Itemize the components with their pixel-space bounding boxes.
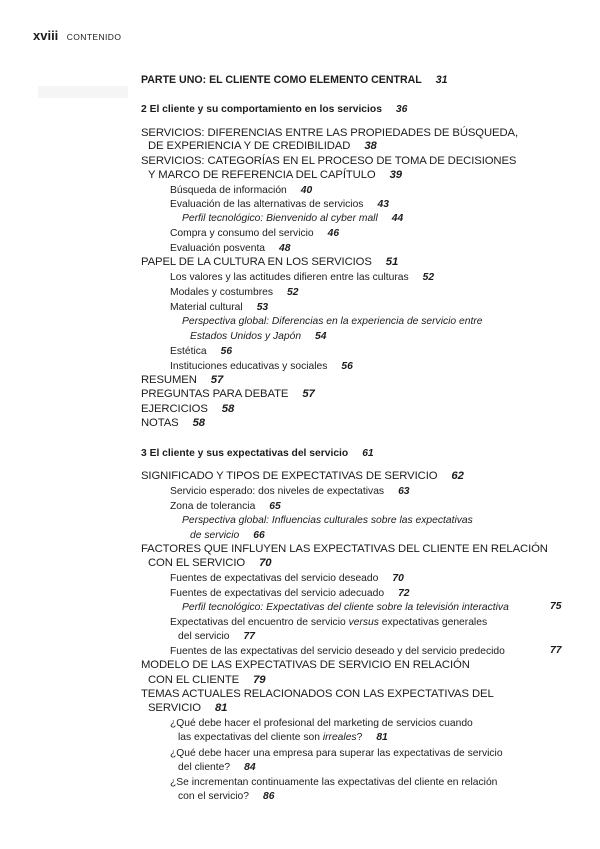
toc-subentry bbox=[170, 717, 473, 730]
entry-text: ¿Se incrementan continuamente las expectativas del cliente en relación bbox=[170, 777, 498, 788]
page-ref: 77 bbox=[243, 631, 255, 642]
entry-text-emphasis: versus bbox=[348, 617, 379, 628]
toc-entry bbox=[141, 374, 223, 387]
entry-text: con el servicio? bbox=[178, 791, 249, 802]
entry-text: Perspectiva global: Diferencias en la experiencia de servicio entre bbox=[182, 316, 483, 327]
toc-subentry bbox=[170, 572, 404, 585]
entry-text: Estética bbox=[170, 346, 207, 357]
entry-text-before: Expectativas del encuentro de servicio bbox=[170, 617, 349, 628]
chapter-3-heading bbox=[141, 447, 374, 460]
page-ref: 81 bbox=[214, 702, 228, 714]
page-ref: 52 bbox=[287, 287, 299, 298]
toc-entry bbox=[141, 543, 548, 556]
entry-text: Perfil tecnológico: Expectativas del cliente sobre la televisión interactiva bbox=[182, 602, 509, 613]
page-ref: 70 bbox=[259, 557, 272, 569]
toc-feature bbox=[190, 330, 327, 343]
toc-entry bbox=[148, 140, 377, 153]
toc-entry bbox=[148, 557, 271, 570]
chapter-title: 2 El cliente y su comportamiento en los servicios bbox=[141, 104, 382, 115]
toc-subentry bbox=[170, 747, 503, 760]
toc-subentry bbox=[170, 301, 268, 314]
page-ref: 40 bbox=[300, 185, 313, 196]
part-title: PARTE UNO: EL CLIENTE COMO ELEMENTO CENTRAL bbox=[141, 74, 422, 86]
page-ref: 66 bbox=[253, 530, 265, 541]
entry-text-after: expectativas generales bbox=[378, 617, 488, 628]
entry-text: PAPEL DE LA CULTURA EN LOS SERVICIOS bbox=[141, 256, 372, 268]
entry-text: CON EL SERVICIO bbox=[148, 557, 246, 569]
toc-subentry bbox=[178, 731, 388, 744]
page-ref: 53 bbox=[256, 302, 269, 313]
entry-text-after: ? bbox=[356, 732, 363, 743]
entry-text: del cliente? bbox=[178, 762, 231, 773]
toc-subentry bbox=[170, 616, 487, 629]
entry-text: EJERCICIOS bbox=[141, 403, 208, 415]
page-ref: 56 bbox=[341, 361, 353, 372]
toc-subentry bbox=[178, 790, 274, 803]
toc-entry bbox=[141, 256, 398, 269]
page-ref: 77 bbox=[550, 645, 562, 656]
entry-text: Evaluación posventa bbox=[170, 243, 266, 254]
entry-text: Zona de tolerancia bbox=[170, 501, 256, 512]
page-ref: 84 bbox=[244, 762, 256, 773]
page-ref: 36 bbox=[395, 104, 408, 115]
page-ref: 51 bbox=[385, 256, 399, 268]
chapter-2-heading bbox=[141, 103, 407, 116]
entry-text: ¿Qué debe hacer una empresa para superar las expectativas de servicio bbox=[170, 748, 503, 759]
page-ref: 58 bbox=[221, 403, 235, 415]
entry-text: Perspectiva global: Influencias culturales sobre las expectativas bbox=[182, 515, 473, 526]
entry-text: Búsqueda de información bbox=[170, 185, 287, 196]
entry-text: TEMAS ACTUALES RELACIONADOS CON LAS EXPECTATIVAS DEL bbox=[141, 688, 494, 700]
toc-feature bbox=[182, 514, 473, 527]
toc-subentry bbox=[170, 345, 232, 358]
page-ref: 57 bbox=[210, 374, 224, 386]
page-ref: 75 bbox=[550, 601, 562, 612]
section-label: CONTENIDO bbox=[66, 32, 122, 42]
entry-text: Material cultural bbox=[170, 302, 243, 313]
entry-text: SERVICIOS: CATEGORÍAS EN EL PROCESO DE TOMA DE DECISIONES bbox=[141, 155, 517, 167]
page-ref: 52 bbox=[422, 272, 435, 283]
entry-text: SERVICIO bbox=[148, 702, 201, 714]
entry-text: de servicio bbox=[190, 530, 240, 541]
entry-text: CON EL CLIENTE bbox=[148, 674, 240, 686]
entry-text: Fuentes de expectativas del servicio adecuado bbox=[170, 588, 385, 599]
toc-entry bbox=[141, 470, 464, 483]
part-heading bbox=[141, 74, 448, 87]
toc-subentry bbox=[170, 286, 298, 299]
page-ref: 63 bbox=[398, 486, 410, 497]
page-ref: 62 bbox=[451, 470, 464, 482]
page-ref: 43 bbox=[377, 199, 389, 210]
page-ref: 57 bbox=[302, 388, 315, 400]
page-ref: 39 bbox=[389, 169, 402, 181]
page-ref: 79 bbox=[253, 674, 266, 686]
entry-text: RESUMEN bbox=[141, 374, 197, 386]
toc-subentry bbox=[170, 227, 339, 240]
entry-text: Los valores y las actitudes difieren entre las culturas bbox=[170, 272, 409, 283]
page-ref: 86 bbox=[262, 791, 275, 802]
toc-subentry bbox=[170, 360, 353, 373]
entry-text: Fuentes de las expectativas del servicio deseado y del servicio predecido bbox=[170, 646, 505, 657]
entry-text: Evaluación de las alternativas de servicios bbox=[170, 199, 364, 210]
entry-text: MODELO DE LAS EXPECTATIVAS DE SERVICIO EN RELACIÓN bbox=[141, 659, 470, 671]
entry-text: del servicio bbox=[178, 631, 230, 642]
toc-subentry bbox=[170, 500, 281, 513]
toc-feature bbox=[182, 601, 509, 614]
toc-entry bbox=[141, 403, 234, 416]
entry-text: NOTAS bbox=[141, 417, 179, 429]
entry-text: Instituciones educativas y sociales bbox=[170, 361, 328, 372]
page-ref: 38 bbox=[364, 140, 377, 152]
page-ref: 56 bbox=[220, 346, 233, 357]
toc-subentry bbox=[170, 645, 505, 658]
page-ref: 58 bbox=[192, 417, 205, 429]
toc-feature bbox=[190, 529, 265, 542]
page-ref: 48 bbox=[279, 243, 291, 254]
toc-entry bbox=[148, 169, 402, 182]
entry-text: SERVICIOS: DIFERENCIAS ENTRE LAS PROPIEDADES DE BÚSQUEDA, bbox=[141, 127, 519, 139]
toc-subentry bbox=[170, 485, 410, 498]
toc-subentry bbox=[170, 242, 291, 255]
page-ref: 46 bbox=[327, 228, 340, 239]
toc-subentry bbox=[170, 184, 312, 197]
entry-text: Perfil tecnológico: Bienvenido al cyber mall bbox=[182, 213, 378, 224]
page-ref: 61 bbox=[362, 448, 374, 459]
toc-entry bbox=[148, 674, 265, 687]
page-ref: 44 bbox=[391, 213, 404, 224]
toc-feature bbox=[182, 315, 483, 328]
toc-entry bbox=[141, 688, 494, 701]
toc-feature bbox=[182, 212, 403, 225]
toc-subentry bbox=[170, 271, 434, 284]
toc-subentry bbox=[170, 587, 410, 600]
page-ref: 81 bbox=[376, 732, 388, 743]
toc-subentry bbox=[170, 776, 497, 789]
page-ref: 70 bbox=[392, 573, 404, 584]
entry-text: SIGNIFICADO Y TIPOS DE EXPECTATIVAS DE SERVICIO bbox=[141, 470, 438, 482]
page-ref: 54 bbox=[315, 331, 327, 342]
toc-entry bbox=[141, 127, 518, 140]
chapter-title: 3 El cliente y sus expectativas del servicio bbox=[141, 448, 349, 459]
toc-entry bbox=[148, 702, 227, 715]
entry-text: FACTORES QUE INFLUYEN LAS EXPECTATIVAS DEL CLIENTE EN RELACIÓN bbox=[141, 543, 548, 555]
entry-text: Y MARCO DE REFERENCIA DEL CAPÍTULO bbox=[148, 169, 376, 181]
entry-text-emphasis: irreales bbox=[322, 732, 357, 743]
page-number: xviii bbox=[33, 28, 59, 43]
page-ref: 65 bbox=[269, 501, 281, 512]
page-ref: 31 bbox=[435, 74, 448, 86]
entry-text: Fuentes de expectativas del servicio deseado bbox=[170, 573, 379, 584]
entry-text: Estados Unidos y Japón bbox=[190, 331, 302, 342]
entry-text: ¿Qué debe hacer el profesional del marketing de servicios cuando bbox=[170, 718, 473, 729]
toc-subentry bbox=[178, 630, 255, 643]
toc-subentry bbox=[178, 761, 256, 774]
entry-text-before: las expectativas del cliente son bbox=[178, 732, 323, 743]
toc-entry bbox=[141, 388, 315, 401]
page-ref: 72 bbox=[398, 588, 410, 599]
toc-entry bbox=[141, 659, 470, 672]
toc-entry bbox=[141, 155, 516, 168]
entry-text: Compra y consumo del servicio bbox=[170, 228, 314, 239]
toc-entry bbox=[141, 417, 205, 430]
entry-text: Modales y costumbres bbox=[170, 287, 274, 298]
entry-text: DE EXPERIENCIA Y DE CREDIBILIDAD bbox=[148, 140, 351, 152]
entry-text: PREGUNTAS PARA DEBATE bbox=[141, 388, 289, 400]
entry-text: Servicio esperado: dos niveles de expectativas bbox=[170, 486, 385, 497]
toc-subentry bbox=[170, 198, 389, 211]
